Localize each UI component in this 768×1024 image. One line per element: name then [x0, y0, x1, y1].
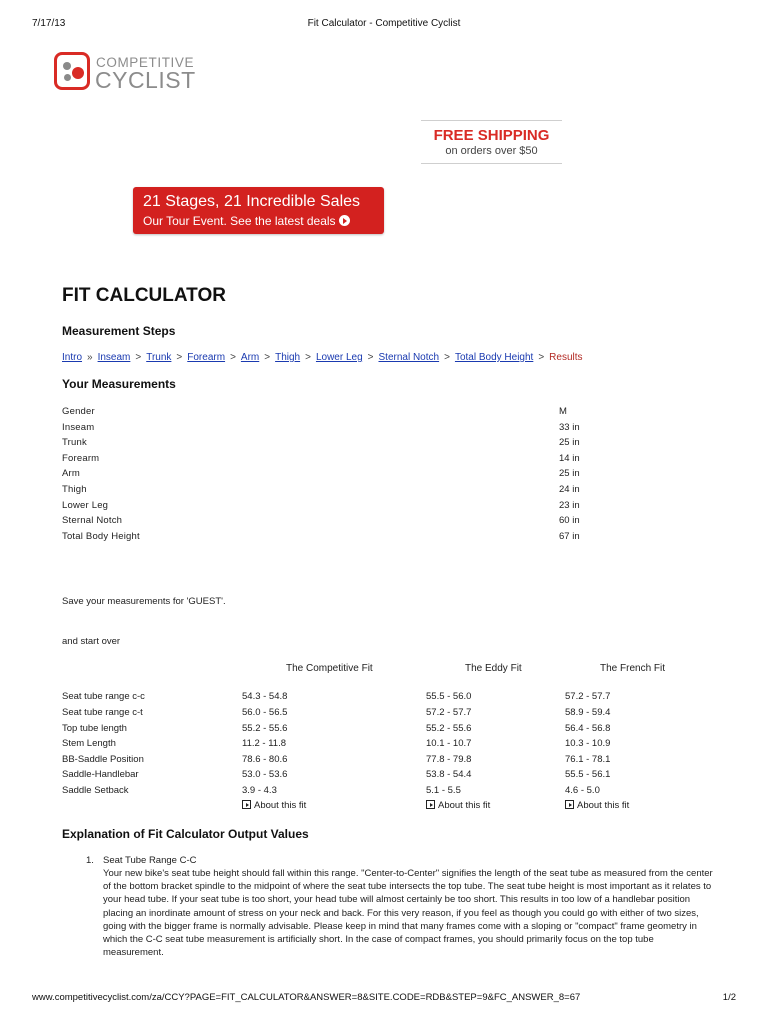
promo-headline: 21 Stages, 21 Incredible Sales: [143, 193, 361, 210]
fit-row-label: Stem Length: [62, 738, 116, 749]
breadcrumb-separator: >: [176, 352, 183, 363]
column-header-competitive-fit: The Competitive Fit: [286, 663, 373, 674]
measurement-steps-breadcrumb: [62, 352, 583, 363]
measurement-label: Arm: [62, 468, 81, 479]
breadcrumb-separator: >: [444, 352, 450, 363]
play-arrow-icon: [339, 215, 350, 226]
measurement-value: M: [559, 406, 567, 417]
fit-row-saddle-setback: [62, 785, 682, 799]
free-shipping-banner[interactable]: [421, 120, 562, 164]
expand-arrow-icon: [565, 800, 574, 809]
fit-row-stem-length: [62, 738, 682, 752]
french-fit-value: 76.1 - 78.1: [565, 754, 611, 765]
competitive-fit-value: 55.2 - 55.6: [242, 723, 288, 734]
eddy-fit-value: 55.5 - 56.0: [426, 691, 472, 702]
fit-row-saddle-handlebar: [62, 769, 682, 783]
breadcrumb-separator: >: [230, 352, 236, 363]
eddy-fit-value: 77.8 - 79.8: [426, 754, 472, 765]
expand-arrow-icon: [242, 800, 251, 809]
breadcrumb-thigh[interactable]: Thigh: [275, 352, 301, 363]
measurement-row-forearm: [62, 453, 602, 467]
tour-event-promo-banner[interactable]: [133, 187, 384, 234]
free-shipping-headline: FREE SHIPPING: [433, 127, 550, 144]
measurement-value: 67 in: [559, 531, 580, 542]
breadcrumb-total-body-height[interactable]: Total Body Height: [454, 352, 534, 363]
breadcrumb-trunk[interactable]: Trunk: [146, 352, 172, 363]
print-header: [32, 18, 736, 32]
fit-row-label: Top tube length: [62, 723, 127, 734]
competitive-fit-value: 11.2 - 11.8: [242, 738, 287, 749]
logo-badge-icon: [54, 52, 90, 90]
french-fit-value: 57.2 - 57.7: [565, 691, 611, 702]
breadcrumb-separator: »: [87, 352, 93, 363]
measurement-value: 33 in: [559, 422, 580, 433]
your-measurements-heading: Your Measurements: [62, 377, 176, 391]
fit-row-top-tube-length: [62, 723, 682, 737]
page-title: FIT CALCULATOR: [62, 285, 226, 306]
measurement-label: Lower Leg: [62, 500, 109, 511]
measurement-label: Thigh: [62, 484, 87, 495]
breadcrumb-forearm[interactable]: Forearm: [187, 352, 226, 363]
fit-row-label: Saddle-Handlebar: [62, 769, 139, 780]
measurement-label: Total Body Height: [62, 531, 140, 542]
measurement-steps-heading: Measurement Steps: [62, 324, 176, 338]
fit-row-seat-tube-cc: [62, 691, 682, 705]
column-header-french-fit: The French Fit: [600, 663, 666, 674]
measurement-value: 23 in: [559, 500, 580, 511]
expand-arrow-icon: [426, 800, 435, 809]
measurement-row-lower-leg: [62, 500, 602, 514]
measurement-row-trunk: [62, 437, 602, 451]
measurement-row-arm: [62, 468, 602, 482]
measurement-label: Sternal Notch: [62, 515, 123, 526]
free-shipping-subline: on orders over $50: [445, 145, 538, 157]
breadcrumb-separator: >: [367, 352, 374, 363]
competitive-fit-value: 54.3 - 54.8: [242, 691, 288, 702]
competitive-fit-value: 3.9 - 4.3: [242, 785, 277, 796]
eddy-fit-value: 53.8 - 54.4: [426, 769, 472, 780]
measurement-label: Forearm: [62, 453, 100, 464]
print-footer: [32, 992, 736, 1006]
eddy-fit-value: 5.1 - 5.5: [426, 785, 461, 796]
competitive-fit-value: 53.0 - 53.6: [242, 769, 288, 780]
explanation-heading: Explanation of Fit Calculator Output Values: [62, 827, 309, 841]
eddy-fit-value: 10.1 - 10.7: [426, 738, 472, 749]
measurement-value: 14 in: [559, 453, 580, 464]
competitive-fit-value: 78.6 - 80.6: [242, 754, 288, 765]
breadcrumb-separator: >: [538, 352, 545, 363]
fit-row-seat-tube-ct: [62, 707, 682, 721]
breadcrumb-results-current: Results: [549, 352, 583, 363]
fit-row-label: Saddle Setback: [62, 785, 129, 796]
explanation-item-body: Your new bike's seat tube height should fall within this range. "Center-to-Center" signifies the length of the seat tube as measured from the center of the bottom bracket spindle to the midpoint of where the seat tube intersects the top tube. The seat tube height is most important as it relates to your head tube. If your seat tube is too short, your head tube will almost certainly be too short. This results in too low of a handlebar position placing an inordinate amount of stress on your neck and back. For this very reason, if you feel as though you could go with either of two sizes, going with the bigger frame is normally advisable. Please keep in mind that many frames come with a sloping or "compact" frame geometry in which the C-C seat tube measurement is artificially short. In the case of compact frames, you should primarily focus on the top tube measurement.: [103, 868, 713, 959]
measurement-value: 25 in: [559, 437, 580, 448]
breadcrumb-separator: >: [264, 352, 271, 363]
fit-row-label: BB-Saddle Position: [62, 754, 144, 765]
print-doc-title: Fit Calculator - Competitive Cyclist: [307, 18, 461, 29]
eddy-fit-value: 55.2 - 55.6: [426, 723, 472, 734]
french-fit-value: 4.6 - 5.0: [565, 785, 600, 796]
measurement-label: Gender: [62, 406, 95, 417]
promo-subline: Our Tour Event. See the latest deals: [143, 214, 350, 228]
breadcrumb-separator: >: [135, 352, 142, 363]
fit-row-label: Seat tube range c-c: [62, 691, 145, 702]
competitive-fit-value: 56.0 - 56.5: [242, 707, 288, 718]
measurement-value: 24 in: [559, 484, 580, 495]
start-over-text[interactable]: and start over: [62, 636, 121, 647]
breadcrumb-inseam[interactable]: Inseam: [97, 352, 131, 363]
breadcrumb-arm[interactable]: Arm: [240, 352, 260, 363]
breadcrumb-intro[interactable]: Intro: [62, 352, 83, 363]
fit-row-bb-saddle-position: [62, 754, 682, 768]
measurement-value: 60 in: [559, 515, 580, 526]
column-header-eddy-fit: The Eddy Fit: [465, 663, 522, 674]
print-footer-page-number: 1/2: [722, 992, 736, 1003]
breadcrumb-sternal-notch[interactable]: Sternal Notch: [378, 352, 440, 363]
logo-text-bottom: CYCLIST: [95, 67, 196, 93]
breadcrumb-separator: >: [305, 352, 311, 363]
french-fit-value: 10.3 - 10.9: [565, 738, 611, 749]
measurement-row-inseam: [62, 422, 602, 436]
eddy-fit-value: 57.2 - 57.7: [426, 707, 472, 718]
fit-row-label: Seat tube range c-t: [62, 707, 143, 718]
measurement-value: 25 in: [559, 468, 580, 479]
print-footer-url: www.competitivecyclist.com/za/CCY?PAGE=FIT_CALCULATOR&ANSWER=8&SITE.CODE=RDB&STEP=9&FC_ANSWER_8=67: [32, 992, 581, 1003]
about-french-fit-link[interactable]: About this fit: [565, 800, 629, 811]
save-measurements-text[interactable]: Save your measurements for 'GUEST'.: [62, 596, 226, 607]
measurement-row-thigh: [62, 484, 602, 498]
french-fit-value: 55.5 - 56.1: [565, 769, 611, 780]
measurement-row-total-body-height: [62, 531, 602, 545]
about-eddy-fit-link[interactable]: About this fit: [426, 800, 490, 811]
french-fit-value: 58.9 - 59.4: [565, 707, 611, 718]
competitive-cyclist-logo[interactable]: [54, 52, 214, 96]
print-date: 7/17/13: [32, 18, 66, 29]
measurement-label: Trunk: [62, 437, 87, 448]
breadcrumb-lower-leg[interactable]: Lower Leg: [315, 352, 363, 363]
explanation-item-number: 1.: [86, 855, 94, 866]
french-fit-value: 56.4 - 56.8: [565, 723, 611, 734]
explanation-item-title: Seat Tube Range C-C: [103, 855, 197, 866]
about-competitive-fit-link[interactable]: About this fit: [242, 800, 306, 811]
measurement-row-gender: [62, 406, 602, 420]
measurement-row-sternal-notch: [62, 515, 602, 529]
logo-text-top: COMPETITIVE: [96, 55, 195, 70]
measurement-label: Inseam: [62, 422, 95, 433]
